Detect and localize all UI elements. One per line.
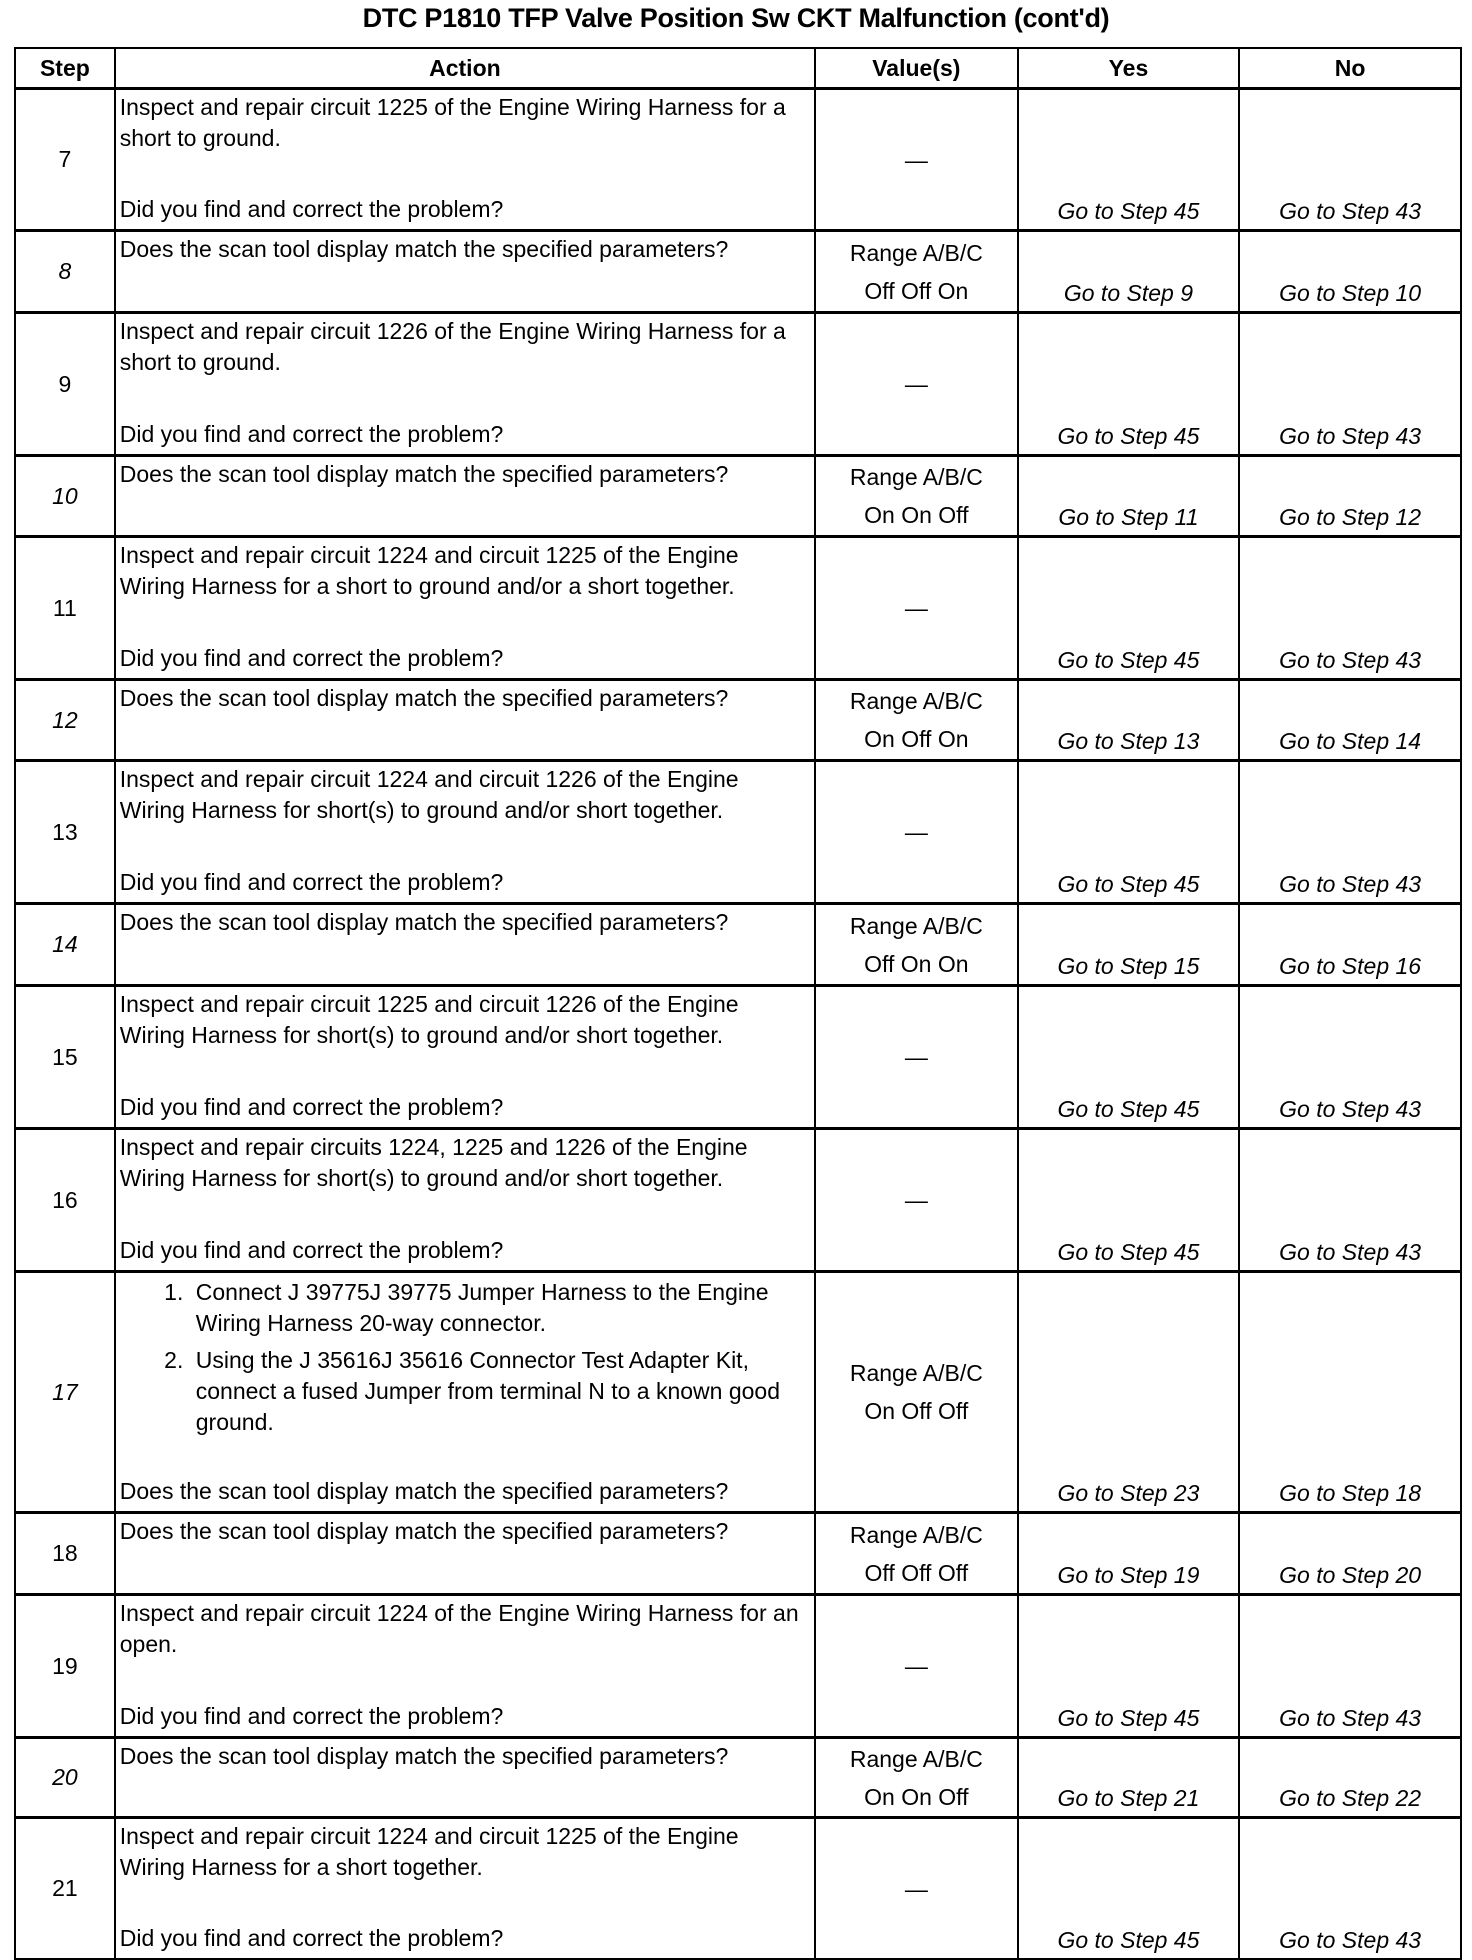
step-number: 10 <box>15 456 115 537</box>
value-label: Range A/B/C <box>849 1745 983 1772</box>
step-number: 21 <box>15 1818 115 1960</box>
value-states: On On Off <box>864 502 969 528</box>
yes-link[interactable]: Go to Step 45 <box>1018 986 1240 1129</box>
list-item: 2. Using the J 35616J 35616 Connector Test Adapter Kit, connect a fused Jumper from terminal N to a known good ground. <box>190 1345 810 1438</box>
table-row <box>15 1738 1461 1818</box>
yes-link[interactable]: Go to Step 45 <box>1018 1129 1240 1272</box>
yes-link[interactable]: Go to Step 13 <box>1018 680 1240 761</box>
action-text: Inspect and repair circuit 1224 and circuit 1225 of the Engine Wiring Harness for a short together. <box>119 1823 739 1880</box>
action-cell <box>115 1272 815 1513</box>
values-cell <box>815 986 1018 1129</box>
values-cell <box>815 1595 1018 1738</box>
values-cell <box>815 904 1018 986</box>
step-number: 13 <box>15 761 115 904</box>
table-row <box>15 1272 1461 1513</box>
value-states: Off Off Off <box>864 1559 969 1586</box>
action-question: Did you find and correct the problem? <box>119 421 504 447</box>
no-link[interactable]: Go to Step 43 <box>1239 1129 1461 1272</box>
value-states: On Off Off <box>864 1398 969 1424</box>
action-question: Did you find and correct the problem? <box>119 1925 504 1951</box>
header-step: Step <box>15 48 115 89</box>
action-cell <box>115 1818 815 1960</box>
action-question: Does the scan tool display match the specified parameters? <box>119 1478 729 1504</box>
action-text: Inspect and repair circuit 1225 and circuit 1226 of the Engine Wiring Harness for short(s) to ground and/or short together. <box>119 991 739 1048</box>
action-text: Inspect and repair circuit 1225 of the Engine Wiring Harness for a short to ground. <box>119 94 786 151</box>
yes-link[interactable]: Go to Step 23 <box>1018 1272 1240 1513</box>
yes-link[interactable]: Go to Step 15 <box>1018 904 1240 986</box>
no-link[interactable]: Go to Step 20 <box>1239 1513 1461 1595</box>
action-text: Inspect and repair circuits 1224, 1225 and 1226 of the Engine Wiring Harness for short(s) to ground and/or short together. <box>119 1134 748 1191</box>
no-link[interactable]: Go to Step 43 <box>1239 761 1461 904</box>
value-none: — <box>904 1187 928 1213</box>
table-row <box>15 1513 1461 1595</box>
no-link[interactable]: Go to Step 43 <box>1239 313 1461 456</box>
no-link[interactable]: Go to Step 18 <box>1239 1272 1461 1513</box>
yes-link[interactable]: Go to Step 45 <box>1018 1818 1240 1960</box>
value-none: — <box>904 1044 928 1070</box>
action-question: Did you find and correct the problem? <box>119 1237 504 1263</box>
value-label: Range A/B/C <box>849 1360 983 1386</box>
page-title: DTC P1810 TFP Valve Position Sw CKT Malfunction (cont'd) <box>362 3 1110 33</box>
values-cell <box>815 1513 1018 1595</box>
action-cell <box>115 1513 815 1595</box>
action-cell <box>115 986 815 1129</box>
yes-link[interactable]: Go to Step 19 <box>1018 1513 1240 1595</box>
action-question: Does the scan tool display match the specified parameters? <box>119 909 729 935</box>
step-number: 15 <box>15 986 115 1129</box>
value-label: Range A/B/C <box>849 912 983 939</box>
value-none: — <box>904 371 928 397</box>
yes-link[interactable]: Go to Step 45 <box>1018 313 1240 456</box>
action-question: Did you find and correct the problem? <box>119 1094 504 1120</box>
step-number: 8 <box>15 231 115 313</box>
step-list <box>120 1277 810 1444</box>
table-row <box>15 537 1461 680</box>
step-number: 12 <box>15 680 115 761</box>
action-question: Did you find and correct the problem? <box>119 196 504 222</box>
value-states: On On Off <box>864 1783 969 1810</box>
header-yes: Yes <box>1018 48 1240 89</box>
value-label: Range A/B/C <box>849 688 983 714</box>
action-question: Does the scan tool display match the specified parameters? <box>119 236 729 262</box>
step-number: 9 <box>15 313 115 456</box>
action-question: Does the scan tool display match the specified parameters? <box>119 461 729 487</box>
step-number: 16 <box>15 1129 115 1272</box>
values-cell <box>815 313 1018 456</box>
no-link[interactable]: Go to Step 16 <box>1239 904 1461 986</box>
values-cell <box>815 537 1018 680</box>
header-values: Value(s) <box>815 48 1018 89</box>
header-action: Action <box>115 48 815 89</box>
table-header <box>15 48 1461 89</box>
list-item: 1. Connect J 39775J 39775 Jumper Harness to the Engine Wiring Harness 20-way connector. <box>190 1277 810 1339</box>
value-none: — <box>904 146 928 173</box>
header-no: No <box>1239 48 1461 89</box>
action-cell <box>115 1129 815 1272</box>
no-link[interactable]: Go to Step 43 <box>1239 1818 1461 1960</box>
action-cell <box>115 231 815 313</box>
value-label: Range A/B/C <box>849 464 983 490</box>
value-none: — <box>904 1875 928 1902</box>
no-link[interactable]: Go to Step 22 <box>1239 1738 1461 1818</box>
table-row <box>15 1129 1461 1272</box>
value-none: — <box>904 819 928 845</box>
step-number: 17 <box>15 1272 115 1513</box>
values-cell <box>815 89 1018 231</box>
values-cell <box>815 1129 1018 1272</box>
yes-link[interactable]: Go to Step 21 <box>1018 1738 1240 1818</box>
action-cell <box>115 537 815 680</box>
table-row <box>15 761 1461 904</box>
action-cell <box>115 680 815 761</box>
action-question: Does the scan tool display match the specified parameters? <box>119 685 729 711</box>
action-cell <box>115 1738 815 1818</box>
diagnostic-table <box>14 47 1462 1960</box>
action-cell <box>115 456 815 537</box>
table-row <box>15 1818 1461 1960</box>
value-states: On Off On <box>864 726 969 752</box>
value-states: Off On On <box>864 950 969 977</box>
values-cell <box>815 761 1018 904</box>
yes-link[interactable]: Go to Step 45 <box>1018 89 1240 231</box>
no-link[interactable]: Go to Step 43 <box>1239 986 1461 1129</box>
no-link[interactable]: Go to Step 43 <box>1239 1595 1461 1738</box>
action-cell <box>115 904 815 986</box>
table-row <box>15 904 1461 986</box>
action-question: Did you find and correct the problem? <box>119 1703 504 1729</box>
step-number: 19 <box>15 1595 115 1738</box>
yes-link[interactable]: Go to Step 9 <box>1018 231 1240 313</box>
action-text: Inspect and repair circuit 1224 and circuit 1226 of the Engine Wiring Harness for short(s) to ground and/or short together. <box>119 766 739 823</box>
action-cell <box>115 89 815 231</box>
step-number: 20 <box>15 1738 115 1818</box>
step-number: 11 <box>15 537 115 680</box>
action-cell <box>115 313 815 456</box>
value-none: — <box>904 1653 928 1679</box>
action-text: Inspect and repair circuit 1226 of the Engine Wiring Harness for a short to ground. <box>119 318 786 375</box>
step-number: 14 <box>15 904 115 986</box>
value-label: Range A/B/C <box>849 1521 983 1548</box>
values-cell <box>815 456 1018 537</box>
action-text: Inspect and repair circuit 1224 and circuit 1225 of the Engine Wiring Harness for a short to ground and/or a short together. <box>119 542 739 599</box>
table-row <box>15 89 1461 231</box>
values-cell <box>815 231 1018 313</box>
action-text: Inspect and repair circuit 1224 of the Engine Wiring Harness for an open. <box>119 1600 799 1657</box>
value-none: — <box>904 595 928 621</box>
values-cell <box>815 1818 1018 1960</box>
yes-link[interactable]: Go to Step 45 <box>1018 537 1240 680</box>
step-number: 18 <box>15 1513 115 1595</box>
no-link[interactable]: Go to Step 12 <box>1239 456 1461 537</box>
action-question: Did you find and correct the problem? <box>119 645 504 671</box>
no-link[interactable]: Go to Step 43 <box>1239 89 1461 231</box>
action-question: Does the scan tool display match the specified parameters? <box>119 1743 729 1769</box>
values-cell <box>815 1272 1018 1513</box>
value-label: Range A/B/C <box>849 239 983 266</box>
table-row <box>15 456 1461 537</box>
no-link[interactable]: Go to Step 10 <box>1239 231 1461 313</box>
action-cell <box>115 761 815 904</box>
no-link[interactable]: Go to Step 14 <box>1239 680 1461 761</box>
table-row <box>15 231 1461 313</box>
no-link[interactable]: Go to Step 43 <box>1239 537 1461 680</box>
table-row <box>15 1595 1461 1738</box>
table-row <box>15 680 1461 761</box>
yes-link[interactable]: Go to Step 45 <box>1018 1595 1240 1738</box>
action-question: Did you find and correct the problem? <box>119 869 504 895</box>
yes-link[interactable]: Go to Step 11 <box>1018 456 1240 537</box>
values-cell <box>815 1738 1018 1818</box>
values-cell <box>815 680 1018 761</box>
value-states: Off Off On <box>864 277 969 304</box>
action-cell <box>115 1595 815 1738</box>
action-question: Does the scan tool display match the specified parameters? <box>119 1518 729 1544</box>
step-number: 7 <box>15 89 115 231</box>
yes-link[interactable]: Go to Step 45 <box>1018 761 1240 904</box>
table-row <box>15 313 1461 456</box>
table-row <box>15 986 1461 1129</box>
